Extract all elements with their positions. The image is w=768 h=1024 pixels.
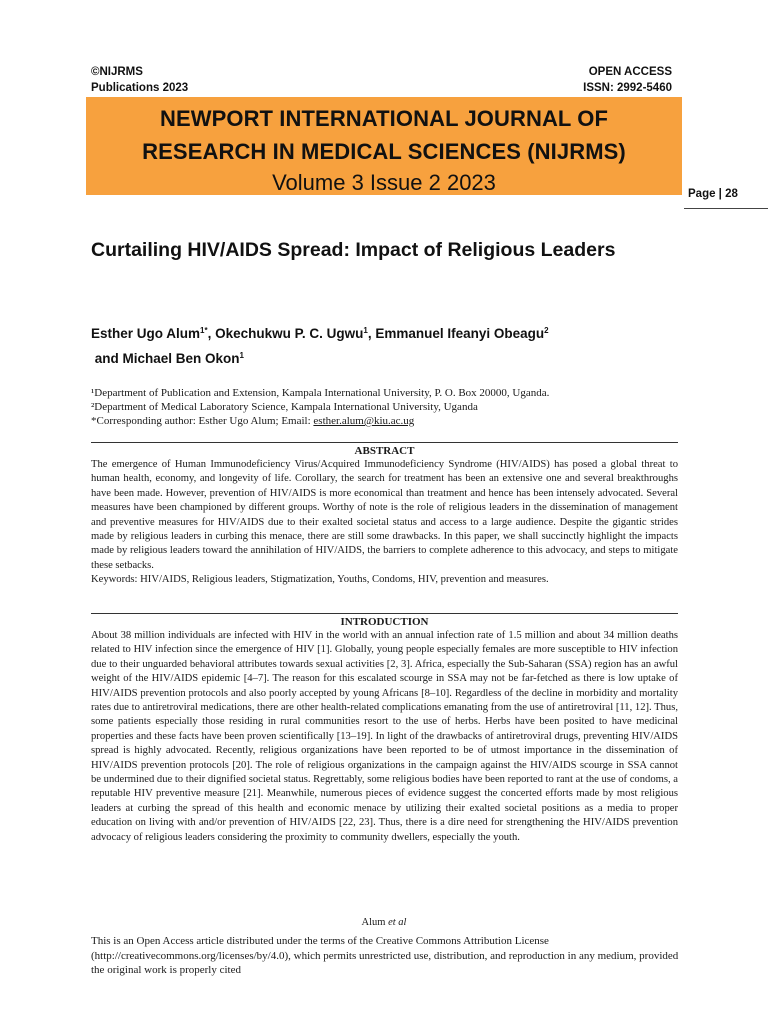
abstract-section bbox=[91, 442, 678, 588]
author-separator: , bbox=[207, 326, 216, 341]
publications-label: Publications 2023 bbox=[91, 82, 189, 94]
author-list bbox=[91, 320, 691, 370]
journal-title-line1: NEWPORT INTERNATIONAL JOURNAL OF bbox=[159, 106, 609, 131]
license-notice: This is an Open Access article distributed under the terms of the Creative Commons Attribution License (http://creativecommons.org/licenses/by/4.0), which permits unrestricted use, distribution, and reproduction in any medium, provided the original work is properly cited bbox=[91, 935, 679, 976]
affiliation-1: ¹Department of Publication and Extension, Kampala International University, P. O. Box 20000, Uganda. bbox=[91, 387, 550, 399]
author-affiliation-mark: 1 bbox=[239, 351, 244, 360]
corresponding-email-link[interactable]: esther.alum@kiu.ac.ug bbox=[313, 415, 415, 427]
header-right bbox=[583, 64, 672, 96]
journal-banner bbox=[86, 97, 682, 195]
introduction-rule bbox=[91, 613, 678, 614]
volume-issue: Volume 3 Issue 2 2023 bbox=[272, 170, 496, 195]
abstract-text: The emergence of Human Immunodeficiency Virus/Acquired Immunodeficiency Syndrome (HIV/AIDS) has posed a global threat to human health, economy, and longevity of life. Corollary, the search for treatment has been an extensive one and several breakthroughs have been made. However, prevention of HIV/AIDS is more economical than treatment and hence has been intensely advocated. Several measures have been championed by different groups. Worthy of note is the role of religious leaders in the dissemination of management and preventive measures for HIV/AIDS due to their exalted societal status and access to a large audience. Despite the gigantic strides made by religious leaders in curbing this menace, there are still some drawbacks. In this paper, we shall succinctly highlight the impacts made by religious leaders toward the annihilation of HIV/AIDS, the barriers to complete adherence to this advocacy, and steps to mitigate these setbacks. bbox=[91, 459, 678, 571]
author-separator: and bbox=[91, 351, 123, 366]
corresponding-author-label: *Corresponding author: Esther Ugo Alum; Email: bbox=[91, 415, 314, 427]
page-number: Page | 28 bbox=[688, 188, 738, 200]
keywords: Keywords: HIV/AIDS, Religious leaders, Stigmatization, Youths, Condoms, HIV, prevention and measures. bbox=[91, 574, 549, 586]
footer-author-name: Alum bbox=[361, 917, 386, 928]
open-access-label: OPEN ACCESS bbox=[588, 66, 672, 78]
author-affiliation-mark: 1 bbox=[363, 326, 368, 335]
journal-title-line2: RESEARCH IN MEDICAL SCIENCES (NIJRMS) bbox=[142, 139, 626, 164]
header-left bbox=[91, 64, 188, 96]
footer-author-suffix: et al bbox=[388, 917, 407, 928]
article-title: Curtailing HIV/AIDS Spread: Impact of Religious Leaders bbox=[91, 239, 616, 261]
author-affiliation-mark: 1* bbox=[200, 326, 208, 335]
author-name: Emmanuel Ifeanyi Obeagu bbox=[375, 326, 545, 341]
affiliations bbox=[91, 386, 681, 428]
author-separator: , bbox=[367, 326, 376, 341]
introduction-section bbox=[91, 613, 678, 845]
introduction-heading: INTRODUCTION bbox=[340, 616, 429, 628]
author-name: Michael Ben Okon bbox=[122, 351, 240, 366]
author-affiliation-mark: 2 bbox=[544, 326, 549, 335]
abstract-rule bbox=[91, 442, 678, 443]
corresponding-author bbox=[91, 414, 681, 428]
author-name: Esther Ugo Alum bbox=[91, 326, 201, 341]
issn-label: ISSN: 2992-5460 bbox=[583, 82, 672, 94]
introduction-text: About 38 million individuals are infected with HIV in the world with an annual infection rate of 1.5 million and about 34 million deaths related to HIV infection since the emergence of HIV [1]. Globally, young people especially females are more susceptible to HIV infection due to their unguarded behavioral attributes towards sexual activities [2, 3]. Africa, especially the Sub-Saharan (SSA) region has an awful weight of the HIV/AIDS epidemic [4–7]. The reason for this escalated scourge in SSA may not be far-fetched as there is low uptake of HIV/AIDS prevention protocols and also poorly accepted by young Africans [8–10]. Regardless of the decline in morbidity and mortality rates due to antiretroviral medications, there are other health-related complications emanating from the use of antiretroviral [11, 12]. Thus, some patients especially those residing in rural communities resort to the use of herbs. Herbs have been posited to have medicinal properties and these facts have been proven scientifically [13–19]. In light of the drawbacks of antiretroviral drugs, preventing HIV/AIDS spread is highly advocated. Recently, religious organizations have been reported to be of utmost importance in the dissemination of HIV/AIDS prevention protocols [20]. The role of religious organizations in the campaign against the HIV/AIDS scourge in SSA cannot be undermined due to their dignified societal status. Regrettably, some religious bodies have been reported to rant at the use of condoms, a reputable HIV preventive measure [21]. Meanwhile, numerous pieces of evidence suggest the concerted efforts made by most religious leaders at curbing the spread of this health and economic menace by utilizing their exalted societal positions as a media to proper education on living with and/or prevention of HIV/AIDS [22, 23]. Thus, there is a dire need for strengthening the HIV/AIDS prevention advocacy of religious leaders considering the proximity to community dwellers, especially the youth. bbox=[91, 630, 678, 843]
author-name: Okechukwu P. C. Ugwu bbox=[215, 326, 364, 341]
page-number-rule bbox=[684, 208, 768, 209]
journal-title bbox=[86, 102, 682, 168]
abstract-heading: ABSTRACT bbox=[354, 445, 415, 457]
running-footer-author bbox=[0, 917, 768, 928]
affiliation-2: ²Department of Medical Laboratory Science, Kampala International University, Uganda bbox=[91, 401, 478, 413]
copyright-label: ©NIJRMS bbox=[91, 66, 143, 78]
